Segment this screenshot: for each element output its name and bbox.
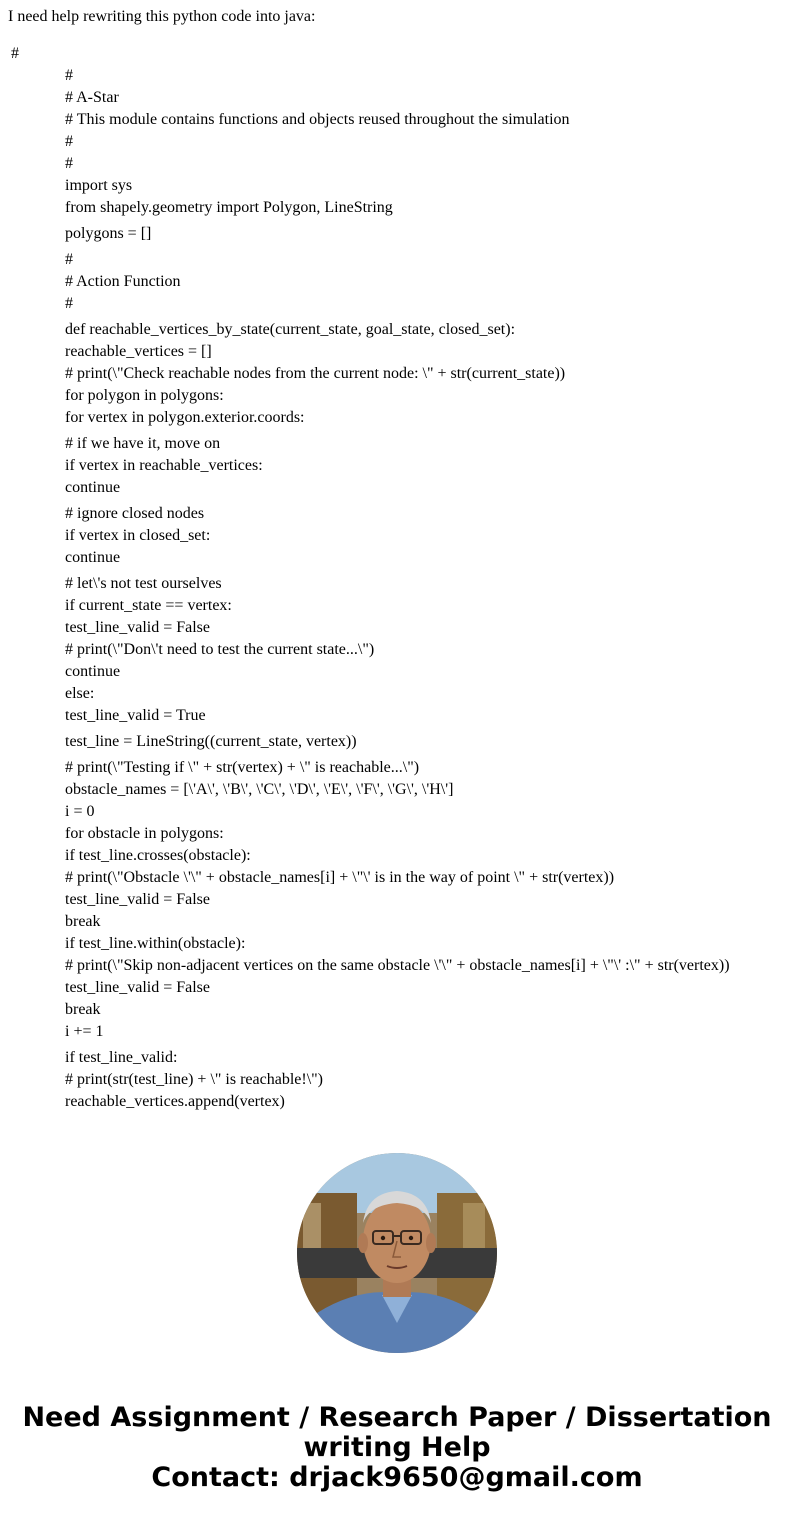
code-line: # print(\"Testing if \" + str(vertex) + \" is reachable...\") <box>65 759 420 776</box>
code-line: test_line_valid = False <box>65 619 210 636</box>
promo-line-2: writing Help <box>303 1432 491 1463</box>
code-line: # if we have it, move on <box>65 435 221 452</box>
code-group <box>65 319 785 429</box>
code-line: # print(\"Skip non-adjacent vertices on the same obstacle \'\" + obstacle_names[i] + \"\' :\" + str(vertex)) <box>65 957 730 974</box>
code-line: from shapely.geometry import Polygon, LineString <box>65 199 393 216</box>
author-avatar <box>297 1153 497 1353</box>
code-group <box>65 223 785 245</box>
code-line: continue <box>65 549 121 566</box>
code-group <box>65 1047 785 1113</box>
code-line: if vertex in closed_set: <box>65 527 211 544</box>
promo-contact: Contact: drjack9650@gmail.com <box>151 1462 643 1493</box>
code-line: if test_line_valid: <box>65 1049 178 1066</box>
post-intro: I need help rewriting this python code into java: <box>8 8 316 25</box>
code-line: # Action Function <box>65 273 181 290</box>
code-line: # <box>65 295 73 312</box>
code-line: for vertex in polygon.exterior.coords: <box>65 409 305 426</box>
code-group <box>65 573 785 727</box>
code-line: obstacle_names = [\'A\', \'B\', \'C\', \'D\', \'E\', \'F\', \'G\', \'H\'] <box>65 781 454 798</box>
code-line: # let\'s not test ourselves <box>65 575 222 592</box>
code-group <box>65 503 785 569</box>
code-line: import sys <box>65 177 133 194</box>
code-line: # <box>65 155 73 172</box>
code-group <box>65 731 785 753</box>
code-line: continue <box>65 663 121 680</box>
code-line: if current_state == vertex: <box>65 597 232 614</box>
code-line: break <box>65 913 101 930</box>
code-block <box>65 65 785 1117</box>
code-group <box>65 757 785 1043</box>
author-photo <box>297 1153 497 1353</box>
code-line: # print(\"Don\'t need to test the current state...\") <box>65 641 375 658</box>
code-group <box>65 249 785 315</box>
code-line: # A-Star <box>65 89 119 106</box>
code-group <box>65 65 785 219</box>
code-line: # This module contains functions and objects reused throughout the simulation <box>65 111 570 128</box>
code-line: for polygon in polygons: <box>65 387 224 404</box>
code-line: test_line_valid = False <box>65 891 210 908</box>
promo-line-1: Need Assignment / Research Paper / Dissertation <box>22 1402 772 1433</box>
code-line: else: <box>65 685 95 702</box>
code-line: test_line_valid = False <box>65 979 210 996</box>
code-line: if vertex in reachable_vertices: <box>65 457 263 474</box>
code-line: polygons = [] <box>65 225 152 242</box>
code-line: # <box>65 67 73 84</box>
code-line: test_line = LineString((current_state, vertex)) <box>65 733 357 750</box>
code-line: # print(\"Obstacle \'\" + obstacle_names[i] + \"\' is in the way of point \" + str(vertex)) <box>65 869 615 886</box>
promo-banner <box>0 1403 794 1493</box>
code-line: break <box>65 1001 101 1018</box>
code-line: reachable_vertices.append(vertex) <box>65 1093 285 1110</box>
code-line: if test_line.crosses(obstacle): <box>65 847 251 864</box>
code-line: i += 1 <box>65 1023 104 1040</box>
code-line: # <box>65 133 73 150</box>
code-group <box>65 433 785 499</box>
code-line: test_line_valid = True <box>65 707 206 724</box>
code-line: if test_line.within(obstacle): <box>65 935 246 952</box>
code-line: def reachable_vertices_by_state(current_state, goal_state, closed_set): <box>65 321 516 338</box>
leading-hash: # <box>11 45 19 62</box>
code-line: for obstacle in polygons: <box>65 825 224 842</box>
code-line: reachable_vertices = [] <box>65 343 212 360</box>
code-line: # <box>65 251 73 268</box>
code-line: # ignore closed nodes <box>65 505 205 522</box>
code-line: # print(\"Check reachable nodes from the current node: \" + str(current_state)) <box>65 365 566 382</box>
code-line: i = 0 <box>65 803 95 820</box>
code-line: continue <box>65 479 121 496</box>
code-line: # print(str(test_line) + \" is reachable!\") <box>65 1071 323 1088</box>
